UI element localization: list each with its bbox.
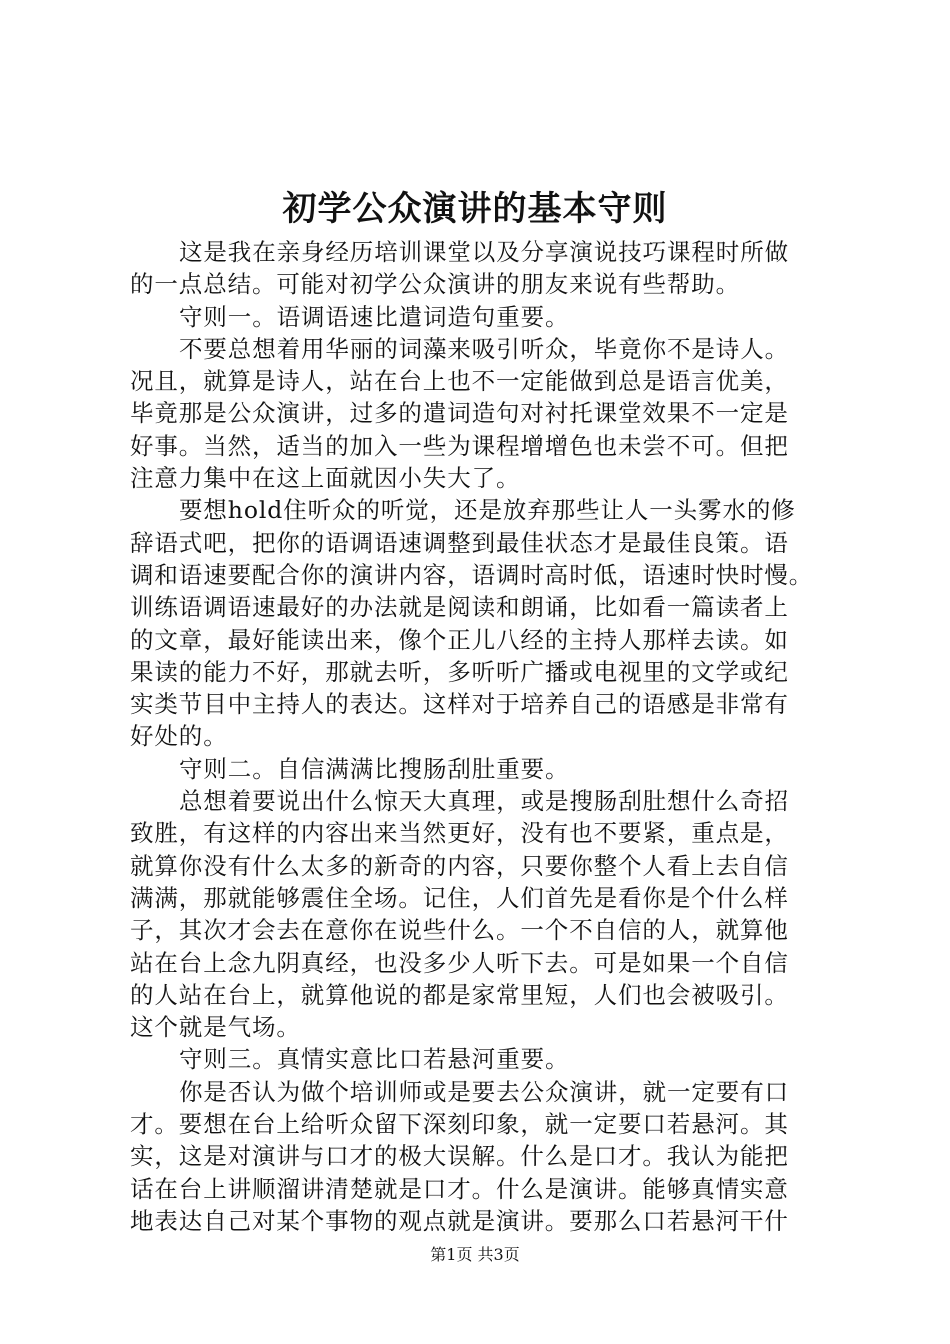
text-line: 总想着要说出什么惊天大真理，或是搜肠刮肚想什么奇招 — [179, 787, 789, 816]
document-body — [130, 236, 850, 1237]
text-line: 守则三。真情实意比口若悬河重要。 — [179, 1045, 570, 1074]
text-line: 你是否认为做个培训师或是要去公众演讲，就一定要有口 — [179, 1077, 789, 1106]
text-line: 的文章，最好能读出来，像个正儿八经的主持人那样去读。如 — [130, 625, 789, 654]
text-line: 就算你没有什么太多的新奇的内容，只要你整个人看上去自信 — [130, 851, 789, 880]
text-line: 好事。当然，适当的加入一些为课程增增色也未尝不可。但把 — [130, 431, 789, 460]
text-line: 这是我在亲身经历培训课堂以及分享演说技巧课程时所做 — [179, 238, 789, 266]
text-line: 毕竟那是公众演讲，过多的遣词造句对衬托课堂效果不一定是 — [130, 399, 789, 428]
text-line: 守则二。自信满满比搜肠刮肚重要。 — [179, 754, 570, 783]
text-line: 要想hold住听众的听觉，还是放弃那些让人一头雾水的修 — [179, 496, 796, 525]
text-line: 训练语调语速最好的办法就是阅读和朗诵，比如看一篇读者上 — [130, 593, 789, 622]
text-line: 不要总想着用华丽的词藻来吸引听众，毕竟你不是诗人。 — [179, 334, 789, 363]
text-line: 站在台上念九阴真经，也没多少人听下去。可是如果一个自信 — [130, 948, 789, 977]
text-line: 的人站在台上，就算他说的都是家常里短，人们也会被吸引。 — [130, 980, 789, 1009]
text-line: 的一点总结。可能对初学公众演讲的朋友来说有些帮助。 — [130, 270, 740, 299]
text-line: 话在台上讲顺溜讲清楚就是口才。什么是演讲。能够真情实意 — [130, 1174, 789, 1203]
text-line: 子，其次才会去在意你在说些什么。一个不自信的人，就算他 — [130, 916, 789, 945]
page-footer: 第1页 共3页 — [430, 1245, 520, 1264]
text-line: 才。要想在台上给听众留下深刻印象，就一定要口若悬河。其 — [130, 1110, 789, 1139]
text-line: 致胜，有这样的内容出来当然更好，没有也不要紧，重点是， — [130, 819, 789, 848]
text-line: 果读的能力不好，那就去听，多听听广播或电视里的文学或纪 — [130, 657, 789, 686]
text-line: 好处的。 — [130, 722, 228, 751]
text-line: 辞语式吧，把你的语调语速调整到最佳状态才是最佳良策。语 — [130, 528, 789, 557]
text-line: 况且，就算是诗人，站在台上也不一定能做到总是语言优美， — [130, 367, 789, 396]
text-line: 实，这是对演讲与口才的极大误解。什么是口才。我认为能把 — [130, 1142, 789, 1171]
text-line: 实类节目中主持人的表达。这样对于培养自己的语感是非常有 — [130, 690, 789, 719]
text-line: 守则一。语调语速比遣词造句重要。 — [179, 302, 570, 331]
text-line: 这个就是气场。 — [130, 1013, 301, 1042]
text-line: 调和语速要配合你的演讲内容，语调时高时低，语速时快时慢。 — [130, 560, 814, 589]
text-line: 地表达自己对某个事物的观点就是演讲。要那么口若悬河干什 — [130, 1206, 789, 1235]
text-line: 注意力集中在这上面就因小失大了。 — [130, 464, 521, 493]
text-line: 满满，那就能够震住全场。记住，人们首先是看你是个什么样 — [130, 883, 789, 912]
page-title: 初学公众演讲的基本守则 — [282, 189, 668, 229]
